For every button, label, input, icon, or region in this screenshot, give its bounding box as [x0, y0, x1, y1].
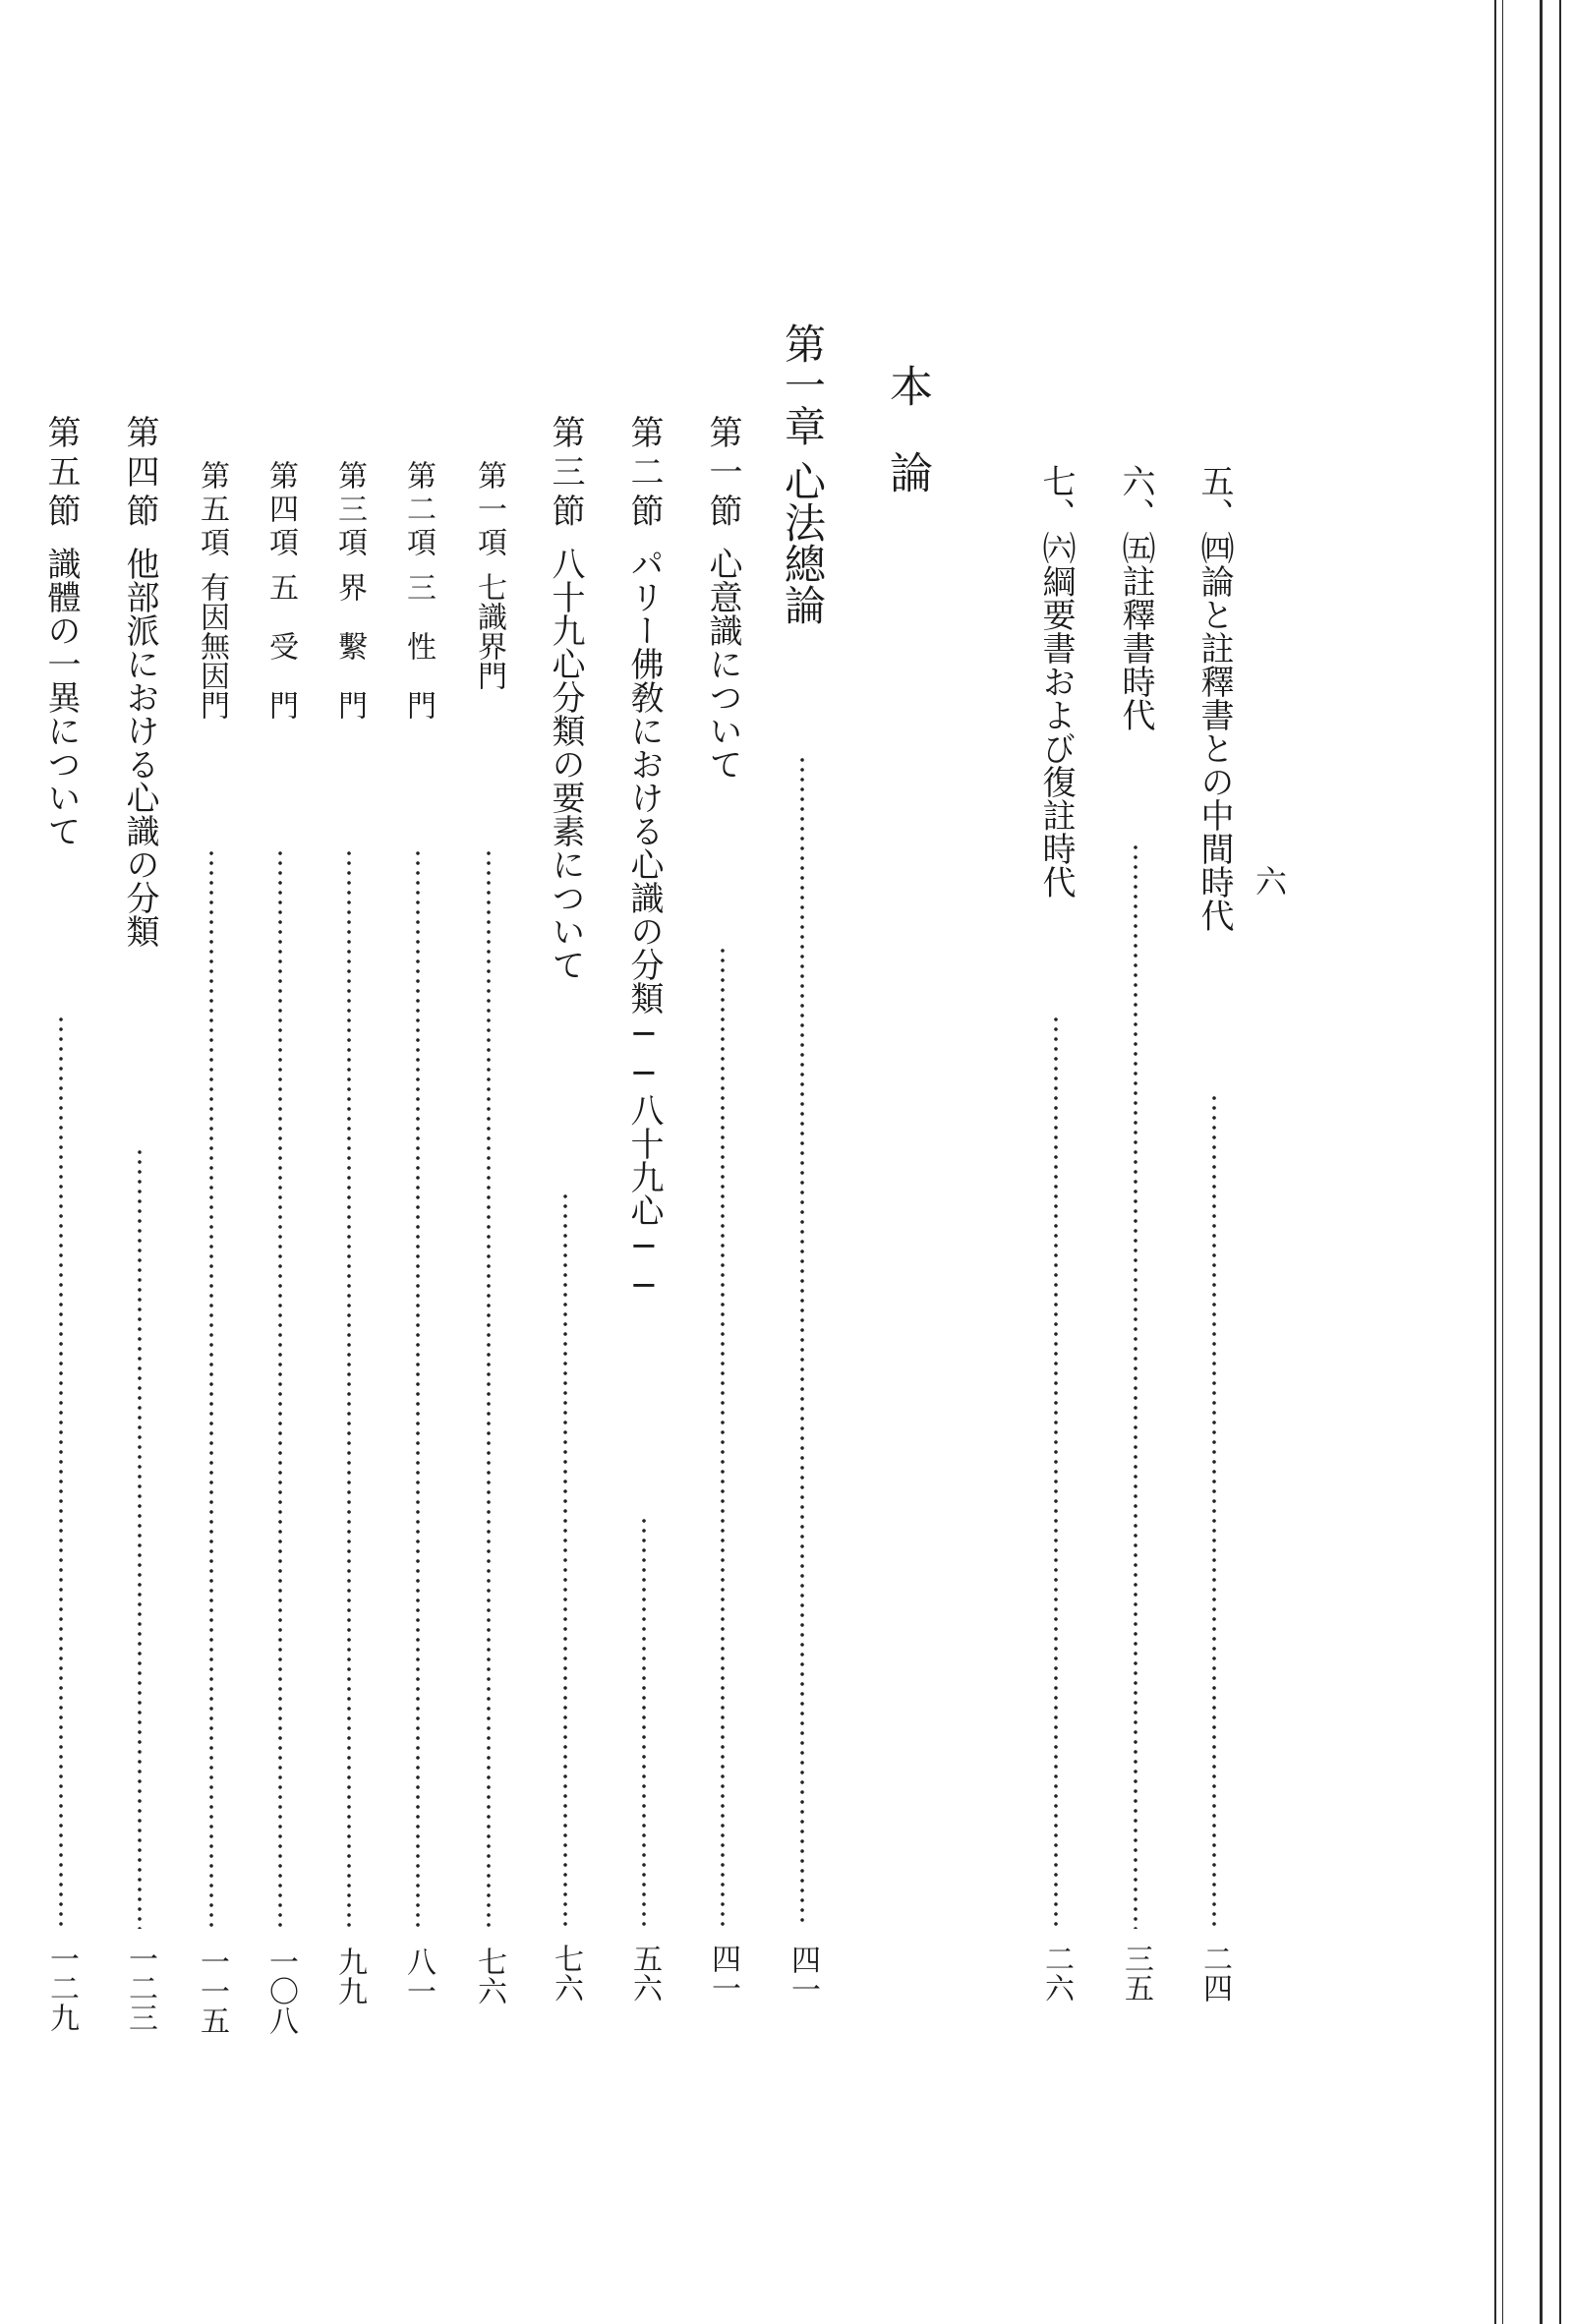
chapter-label: 第一章	[779, 322, 827, 446]
toc-subentry-page: 七六	[472, 1946, 506, 2005]
binding-line	[1559, 0, 1561, 2324]
toc-entry-label: 第三節	[546, 415, 585, 533]
dot-leader	[1212, 1093, 1216, 1929]
toc-entry[interactable]	[546, 415, 585, 2003]
toc-entry-title: パリー佛敎における心識の分類──八十九心──	[624, 547, 664, 1306]
dot-leader	[278, 848, 282, 1930]
dot-leader	[138, 1147, 142, 1929]
toc-entry-label: 六、	[1116, 464, 1155, 531]
toc-subentry[interactable]	[332, 460, 367, 2005]
part-heading: 本 論	[882, 364, 932, 494]
toc-subentry-page: 一〇八	[263, 1946, 298, 2035]
toc-entry-page: 二四	[1197, 1944, 1232, 2003]
toc-entry-label: 第五節	[41, 415, 81, 533]
toc-entry-page: 一二九	[44, 1944, 79, 2032]
toc-entry[interactable]	[1116, 464, 1155, 2003]
toc-entry-label: 第四節	[120, 415, 159, 533]
toc-subentry-title: 七識界門	[472, 572, 506, 690]
toc-entry-title: ㈣論と註釋書との中間時代	[1195, 531, 1234, 932]
toc-entry-page: 二六	[1039, 1944, 1074, 2003]
toc-subentry-title: 界 繫 門	[332, 572, 367, 720]
toc-entry-label: 五、	[1195, 464, 1234, 531]
toc-entry-title: 八十九心分類の要素について	[546, 547, 585, 981]
toc-entry[interactable]	[624, 415, 664, 2003]
binding-line	[1494, 0, 1496, 2324]
dot-leader	[59, 1015, 63, 1929]
toc-subentry-page: 九九	[332, 1946, 367, 2005]
toc-subentry-label: 第三項	[332, 460, 367, 560]
toc-entry-title: ㈤註釋書時代	[1116, 531, 1155, 731]
dot-leader	[800, 755, 804, 1925]
toc-subentry-label: 第二項	[401, 460, 436, 560]
toc-subentry-page: 八一	[401, 1946, 436, 2005]
toc-entry-label: 七、	[1036, 464, 1076, 531]
page-number: 六	[1251, 865, 1288, 897]
dot-leader	[209, 848, 213, 1930]
toc-entry-page: 七六	[549, 1944, 583, 2003]
toc-entry[interactable]	[120, 415, 159, 2032]
toc-subentry[interactable]	[195, 460, 229, 2035]
toc-entry-page: 三五	[1119, 1944, 1153, 2003]
toc-subentry[interactable]	[401, 460, 436, 2005]
toc-subentry-page: 一一五	[195, 1946, 229, 2035]
toc-entry-title: 他部派における心識の分類	[120, 547, 159, 948]
toc-entry-label: 第一節	[703, 415, 742, 533]
dot-leader	[563, 1191, 567, 1929]
toc-entry-page: 四一	[706, 1944, 740, 2003]
toc-entry[interactable]	[41, 415, 81, 2032]
chapter-entry[interactable]	[779, 322, 827, 2004]
binding-line	[1540, 0, 1543, 2324]
dot-leader	[1134, 842, 1137, 1929]
toc-subentry-label: 第一項	[472, 460, 506, 560]
toc-subentry[interactable]	[472, 460, 506, 2005]
toc-subentry-label: 第五項	[195, 460, 229, 560]
toc-entry-page: 一二三	[123, 1944, 157, 2032]
dot-leader	[347, 848, 351, 1930]
dot-leader	[642, 1516, 646, 1929]
toc-subentry-title: 五 受 門	[263, 572, 298, 720]
dot-leader	[416, 848, 420, 1930]
toc-subentry[interactable]	[263, 460, 298, 2035]
dot-leader	[721, 946, 725, 1929]
binding-line	[1502, 0, 1503, 2324]
dot-leader	[487, 848, 491, 1930]
toc-entry[interactable]	[1036, 464, 1076, 2003]
toc-subentry-label: 第四項	[263, 460, 298, 560]
toc-subentry-title: 三 性 門	[401, 572, 436, 720]
chapter-title: 心法總論	[779, 460, 827, 625]
toc-entry-page: 五六	[627, 1944, 662, 2003]
toc-entry[interactable]	[703, 415, 742, 2003]
toc-entry-title: 識體の一異について	[41, 547, 81, 847]
chapter-page: 四一	[786, 1945, 820, 2004]
toc-subentry-title: 有因無因門	[195, 572, 229, 720]
toc-entry-title: 心意識について	[703, 547, 742, 781]
toc-entry-label: 第二節	[624, 415, 664, 533]
dot-leader	[1054, 1015, 1058, 1929]
toc-entry-title: ㈥綱要書および復註時代	[1036, 531, 1076, 899]
toc-entry[interactable]	[1195, 464, 1234, 2003]
